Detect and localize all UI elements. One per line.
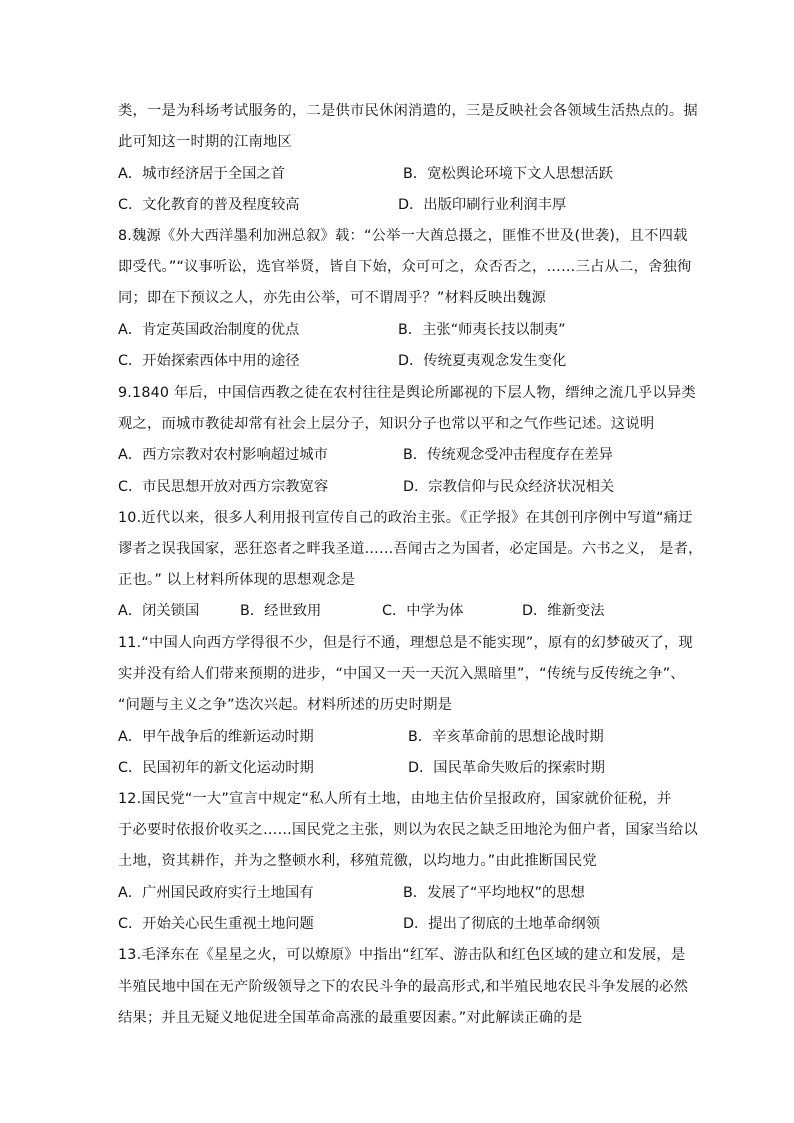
q10-stem-line: 10.近代以来，很多人利用报刊宣传自己的政治主张。《正学报》在其创刊序例中写道“痛迂 — [118, 510, 693, 526]
q12-option-b: B．发展了“平均地权”的思想 — [403, 885, 585, 901]
q9-option-b: B．传统观念受冲击程度存在差异 — [403, 447, 613, 463]
q12-option-c: C．开始关心民生重视土地问题 — [118, 916, 314, 932]
q12-stem-line: 于必要时依报价收买之……国民党之主张，则以为农民之缺乏田地沦为佃户者，国家当给以 — [118, 822, 698, 838]
q11-option-a: A．甲午战争后的维新运动时期 — [118, 729, 314, 745]
q11-option-b: B．辛亥革命前的思想论战时期 — [408, 729, 604, 745]
q8-stem-line: 同；即在下预议之人，亦先由公举，可不谓周乎？”材料反映出魏源 — [118, 290, 547, 306]
q12-stem-line: 12.国民党“一大”宣言中规定“私人所有土地，由地主估价呈报政府，国家就价征税，并 — [118, 791, 672, 807]
q7-option-c: C．文化教育的普及程度较高 — [118, 197, 300, 213]
q8-stem-line: 8.魏源《外大西洋墨利加洲总叙》载：“公举一大酋总摄之，匪惟不世及(世袭)，且不四载 — [118, 228, 688, 244]
q7-option-b: B．宽松舆论环境下文人思想活跃 — [403, 166, 613, 182]
q9-option-d: D．宗教信仰与民众经济状况相关 — [403, 479, 615, 495]
q11-stem-line: 11.“中国人向西方学得很不少，但是行不通，理想总是不能实现”，原有的幻梦破灭了，现 — [118, 635, 693, 651]
q7-stem-line: 类，一是为科场考试服务的，二是供市民休闲消遣的，三是反映社会各领域生活热点的。据 — [118, 103, 698, 119]
q8-option-a: A．肯定英国政治制度的优点 — [118, 322, 300, 338]
q11-stem-line: “问题与主义之争”迭次兴起。材料所述的历史时期是 — [118, 697, 453, 713]
q10-option-c: C．中学为体 — [382, 603, 464, 619]
q7-option-d: D．出版印刷行业利润丰厚 — [398, 197, 567, 213]
q8-stem-line: 即受代。”“议事听讼，选官举贤，皆自下始，众可可之，众否否之，……三占从二，舍独徇 — [118, 259, 692, 275]
q13-stem-line: 半殖民地中国在无产阶级领导之下的农民斗争的最高形式,和半殖民地农民斗争发展的必然 — [118, 979, 689, 995]
q11-option-d: D．国民革命失败后的探索时期 — [408, 760, 605, 776]
q7-stem-line: 此可知这一时期的江南地区 — [118, 134, 292, 150]
q11-option-c: C．民国初年的新文化运动时期 — [118, 760, 314, 776]
q8-option-c: C．开始探索西体中用的途径 — [118, 353, 300, 369]
q9-stem-line: 9.1840 年后，中国信西教之徒在农村往往是舆论所鄙视的下层人物，缙绅之流几乎以异类 — [118, 385, 696, 401]
q11-stem-line: 实并没有给人们带来预期的进步，“中国又一天一天沉入黑暗里”，“传统与反传统之争”、 — [118, 666, 685, 682]
q10-option-a: A．闭关锁国 — [118, 603, 200, 619]
q10-stem-line: 谬者之误我国家，恶狂恣者之畔我圣道……吾闻古之为国者，必定国是。六书之义， 是者， — [118, 541, 703, 557]
q12-stem-line: 土地，资其耕作，并为之整顿水利，移殖荒徼，以均地力。”由此推断国民党 — [118, 853, 597, 869]
q12-option-d: D．提出了彻底的土地革命纲领 — [403, 916, 600, 932]
q12-option-a: A．广州国民政府实行土地国有 — [118, 885, 314, 901]
q10-stem-line: 正也。” 以上材料所体现的思想观念是 — [118, 572, 356, 588]
q7-option-a: A．城市经济居于全国之首 — [118, 166, 286, 182]
q10-option-d: D．维新变法 — [522, 603, 605, 619]
q8-option-b: B．主张“师夷长技以制夷” — [398, 322, 566, 338]
q13-stem-line: 结果；并且无疑义地促进全国革命高涨的最重要因素。”对此解读正确的是 — [118, 1010, 583, 1026]
q9-stem-line: 观之，而城市教徒却常有社会上层分子，知识分子也常以平和之气作些记述。这说明 — [118, 416, 655, 432]
q9-option-c: C．市民思想开放对西方宗教宽容 — [118, 479, 329, 495]
q8-option-d: D．传统夏夷观念发生变化 — [398, 353, 567, 369]
q13-stem-line: 13.毛泽东在《星星之火，可以燎原》中指出“红军、游击队和红色区域的建立和发展，是 — [118, 947, 686, 963]
q10-option-b: B．经世致用 — [240, 603, 322, 619]
q9-option-a: A．西方宗教对农村影响超过城市 — [118, 447, 328, 463]
